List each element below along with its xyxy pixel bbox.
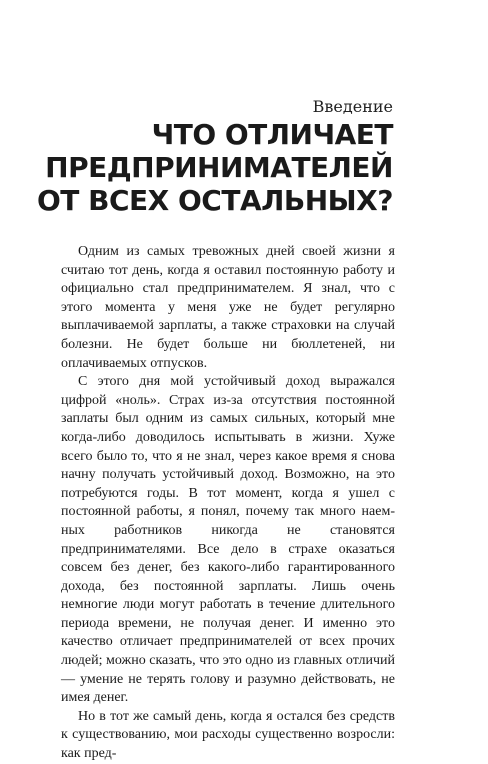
chapter-label: Введение [312, 97, 393, 116]
paragraph: Но в тот же самый день, когда я остался без средств к существованию, мои расходы существенно возросли: как пред- [61, 708, 395, 762]
body-text [61, 243, 395, 764]
chapter-title [37, 118, 393, 217]
chapter-title-line: ПРЕДПРИНИМАТЕЛЕЙ [45, 151, 393, 184]
chapter-title-line: ЧТО ОТЛИЧАЕТ [151, 118, 393, 151]
paragraph: С этого дня мой устойчивый доход выражался цифрой «ноль». Страх из-за отсутствия постоянной заплаты был одним из самых сильных, который мне когда-либо доводилось испытывать в жизни. Хуже всего было то, что я не знал, через какое время я снова начну получать устойчивый доход. Возможно, на это потребуются годы. В тот момент, когда я ушел с постоянной работы, я понял, почему так много наемных работников никогда не становятся предпринимателями. Все дело в страхе оказаться совсем без денег, без какого-либо гарантированного дохода, без постоянной зарплаты. Лишь очень немногие люди могут работать в течение длительного периода времени, не получая денег. И именно это качество отличает предпринимателей от всех прочих людей; можно сказать, что это одно из главных отличий — умение не терять голову и разумно действовать, не имея денег. [61, 374, 395, 706]
paragraph: Одним из самых тревожных дней своей жизни я считаю тот день, когда я оставил постоянную работу и официально стал предпринимателем. Я знал, что с этого момента у меня уже не будет регулярно выплачиваемой зарплаты, а также страховки на случай болезни. Не будет больше ни бюллетеней, ни оплачиваемых отпусков. [61, 244, 395, 371]
chapter-title-line: ОТ ВСЕХ ОСТАЛЬНЫХ? [37, 184, 393, 217]
